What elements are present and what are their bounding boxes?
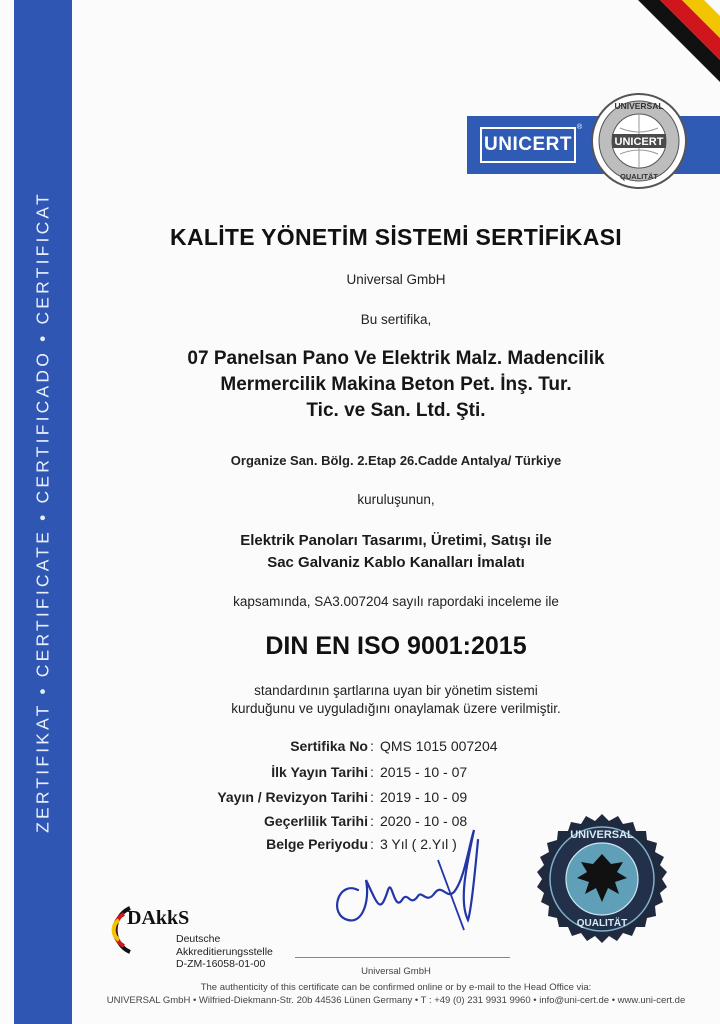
report-text: kapsamında, SA3.007204 sayılı rapordaki inceleme ile bbox=[233, 594, 559, 609]
statement-line-2: kurduğunu ve uyguladığını onaylamak üzere verilmiştir. bbox=[231, 701, 561, 716]
company-address: Organize San. Bölg. 2.Etap 26.Cadde Antalya/ Türkiye bbox=[230, 453, 562, 468]
organization-suffix: kuruluşunun, bbox=[357, 492, 435, 507]
intro-text: Bu sertifika, bbox=[360, 312, 432, 327]
universal-seal-icon bbox=[590, 92, 688, 190]
detail-row: Geçerlilik Tarihi : 2020 - 10 - 08 bbox=[263, 813, 468, 829]
standard-name: DIN EN ISO 9001:2015 bbox=[265, 632, 527, 660]
svg-text:UNIVERSAL: UNIVERSAL bbox=[570, 829, 634, 841]
scope-line-2: Sac Galvaniz Kablo Kanalları İmalatı bbox=[267, 554, 525, 571]
statement bbox=[72, 682, 720, 718]
svg-text:QUALITÄT: QUALITÄT bbox=[576, 918, 628, 929]
contact-info: UNIVERSAL GmbH • Wilfried-Diekmann-Str. 20b 44536 Lünen Germany • T : +49 (0) 231 9931 9960 • info@uni-cert.de • www.uni-cert.de bbox=[106, 995, 686, 1006]
svg-text:UNIVERSAL: UNIVERSAL bbox=[614, 101, 664, 111]
svg-text:UNICERT: UNICERT bbox=[614, 136, 664, 148]
company-line-1: 07 Panelsan Pano Ve Elektrik Malz. Madencilik bbox=[187, 348, 605, 369]
authenticity-note: The authenticity of this certificate can be confirmed online or by e-mail to the Head Office via: bbox=[200, 982, 592, 993]
detail-row: Yayın / Revizyon Tarihi : 2019 - 10 - 09 bbox=[217, 789, 468, 805]
unicert-logo: UNICERT bbox=[480, 127, 576, 163]
svg-text:QUALITÄT: QUALITÄT bbox=[620, 172, 658, 181]
side-band-text: ZERTIFIKAT • CERTIFICATE • CERTIFICADO • CERTIFICAT bbox=[32, 191, 53, 833]
dakks-logo: DAkkS bbox=[127, 907, 190, 929]
company-name bbox=[72, 346, 720, 424]
signature-line bbox=[295, 957, 510, 958]
scope-line-1: Elektrik Panoları Tasarımı, Üretimi, Satışı ile bbox=[240, 532, 552, 549]
statement-line-1: standardının şartlarına uyan bir yönetim sistemi bbox=[254, 683, 538, 698]
certificate-title: KALİTE YÖNETİM SİSTEMİ SERTİFİKASI bbox=[170, 224, 622, 250]
signature bbox=[318, 820, 498, 940]
signatory-name: Universal GmbH bbox=[361, 966, 431, 977]
certificate-page: ZERTIFIKAT • CERTIFICATE • CERTIFICADO • CERTIFICAT UNICERT ® UNICERT UNIVERSAL QUALITÄT KALİTE YÖNETİM SİSTEMİ SERTİFİKASI Universal GmbH Bu sertifika, 07 Panelsan Pano Ve Elektrik Malz. Madencilik Mermercilik Makina Beton Pet. İnş. Tur. Tic. ve San. Ltd. Şti. Organize San. Bölg. 2.Etap 26.Cadde Antalya/ Türkiye kuruluşunun, Elektrik Panoları Tasarımı, Üretimi, Satışı ile Sac Galvaniz Kablo Kanalları İmalatı kapsamında, SA3.007204 sayılı rapordaki inceleme ile DIN EN ISO 9001:2015 standardının şartlarına uyan bir yönetim sistemi kurduğunu ve uyguladığını onaylamak üzere verilmiştir. Sertifika No : QMS 1015 007204 İlk Yayın Tarihi : 2015 - 10 - 07 Yayın / Revizyon Tarihi : 2019 - 10 - 09 Geçerlilik Tarihi : 2020 - 10 - 08 Belge Periyodu : 3 Yıl ( 2.Yıl ) UNIVERSAL QUALITÄT DAkkS Deutsche Akkreditierungsstelle D-ZM-16058-01-00 Universal GmbH The authenticity of this certificate can be confirmed online or by e-mail to the Head Office via: UNIVERSAL GmbH • Wilfried-Diekmann-Str. 20b 44536 Lünen Germany • T : +49 (0) 231 9931 9960 • info@uni-cert.de • www.uni-cert.de bbox=[0, 0, 720, 1024]
company-line-2: Mermercilik Makina Beton Pet. İnş. Tur. bbox=[220, 374, 572, 395]
detail-row: İlk Yayın Tarihi : 2015 - 10 - 07 bbox=[271, 764, 468, 780]
detail-row: Belge Periyodu : 3 Yıl ( 2.Yıl ) bbox=[266, 836, 457, 852]
universal-qualitat-seal-icon bbox=[533, 812, 671, 950]
company-line-3: Tic. ve San. Ltd. Şti. bbox=[306, 400, 486, 421]
detail-row: Sertifika No : QMS 1015 007204 bbox=[290, 738, 498, 754]
certification-scope bbox=[72, 530, 720, 574]
issuer-name: Universal GmbH bbox=[346, 272, 446, 287]
dakks-text: Deutsche Akkreditierungsstelle D-ZM-16058-01-00 bbox=[176, 933, 273, 970]
